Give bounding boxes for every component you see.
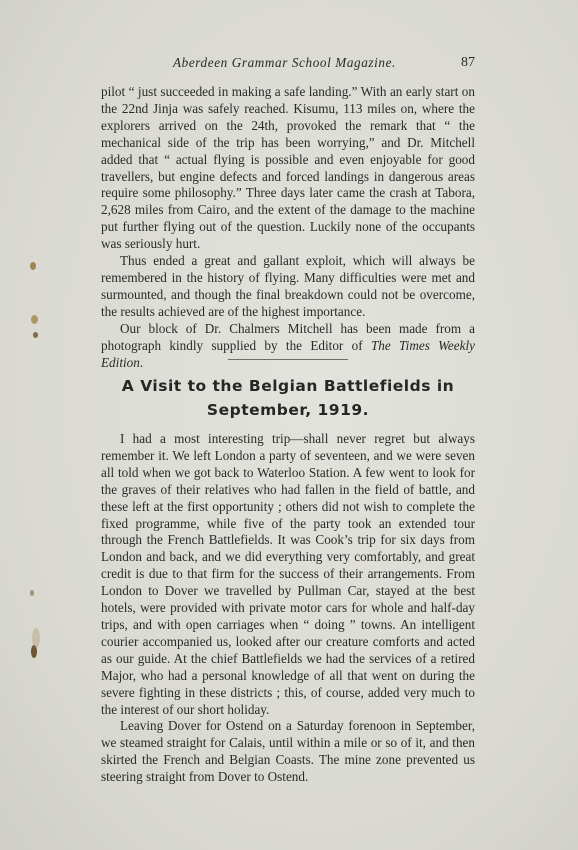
foxing-spot [32, 628, 40, 648]
heading-line: September, 1919. [206, 401, 370, 419]
intro-text [101, 84, 475, 371]
paragraph: I had a most interesting trip—shall never regret but always remember it. We left London a party of seventeen, and we were seven all told when we got back to Waterloo Station. A few went to look for the graves of their relatives who had fallen in the field of battle, and these left at the first opportunity ; others did not wish to complete the fixed programme, while five of the party took an extended tour through the French Battlefields. It was Cook’s trip for six days from London and back, and we did everything very comfortably, and great credit is due to that firm for the success of their arrangements. From London to Dover we travelled by Pullman Car, stayed at the best hotels, were provided with private motor cars for whole and half-day trips, and with open carriages when “ doing ” towns. An intelligent courier accompanied us, looked after our creature comforts and acted as our guide. At the chief Battlefields we had the services of a retired Major, who had a personal knowledge of all that went on during the severe fighting in these districts ; this, of course, added very much to the interest of our short holiday. [101, 431, 475, 717]
article-heading [101, 374, 475, 422]
paragraph: Leaving Dover for Ostend on a Saturday forenoon in September, we steamed straight for Calais, until within a mile or so of it, and then skirted the French and Belgian Coasts. The mine zone prevented us steering straight from Dover to Ostend. [101, 718, 475, 785]
paragraph: pilot “ just succeeded in making a safe landing.” With an early start on the 22nd Jinja was safely reached. Kisumu, 113 miles on, where the explorers arrived on the 24th, provoked the remark that “ the mechanical side of the trip has been worrying,” and Dr. Mitchell added that “ actual flying is possible and even enjoyable for good travellers, but engine defects and forced landings in dangerous areas require some philosophy.” Three days later came the crash at Tabora, 2,628 miles from Cairo, and the extent of the damage to the machine put further flying out of the question. Luckily none of the occupants was seriously hurt. [101, 84, 475, 252]
page-number: 87 [461, 55, 475, 70]
photo-credit [101, 321, 475, 372]
photo-credit-text: Our block of Dr. Chalmers Mitchell has been made from a photograph kindly supplied by the Editor of [101, 320, 475, 353]
paragraph: Thus ended a great and gallant exploit, which will always be remembered in the history of flying. Many difficulties were met and surmounted, and though the final breakdown could not be overcome, the results achieved are of the highest importance. [101, 253, 475, 319]
running-header [101, 54, 475, 72]
article-body [101, 431, 475, 786]
foxing-spot [31, 315, 38, 324]
magazine-title: Aberdeen Grammar School Magazine. [173, 55, 396, 70]
publication-name: The Times Weekly Edition [101, 337, 476, 370]
photo-credit-end: . [139, 354, 144, 370]
foxing-spot [30, 262, 36, 270]
section-divider [228, 359, 348, 360]
foxing-spot [33, 332, 38, 338]
foxing-spot [30, 590, 34, 596]
heading-line: A Visit to the Belgian Battlefields in [121, 377, 455, 395]
